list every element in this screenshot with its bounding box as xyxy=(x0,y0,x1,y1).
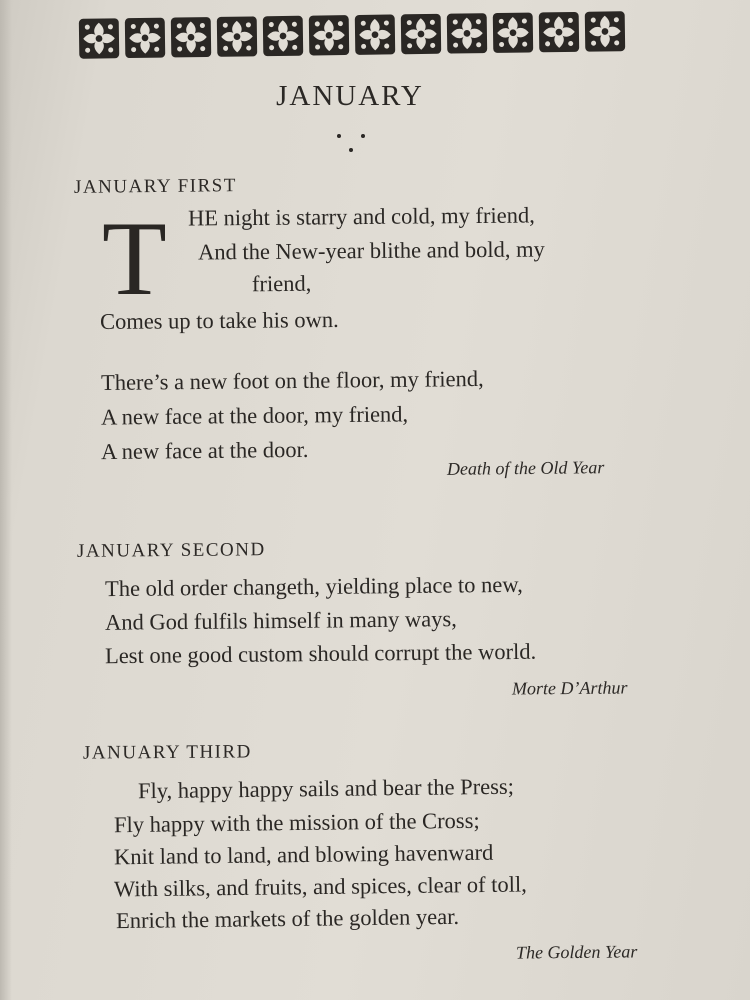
floral-fleuron-icon xyxy=(538,10,581,55)
verse-line: friend, xyxy=(251,270,312,297)
verse-line: A new face at the door. xyxy=(100,436,309,465)
verse-line: Fly happy with the mission of the Cross; xyxy=(113,807,480,838)
source-citation: Morte D’Arthur xyxy=(511,677,628,699)
verse-line: A new face at the door, my friend, xyxy=(100,401,409,430)
drop-cap-letter: T xyxy=(102,200,167,317)
floral-fleuron-icon xyxy=(584,9,627,54)
verse-line: There’s a new foot on the floor, my friend, xyxy=(100,365,484,396)
verse-line: HE night is starry and cold, my friend, xyxy=(187,202,535,231)
verse-line: Fly, happy happy sails and bear the Press; xyxy=(137,773,515,804)
source-citation: The Golden Year xyxy=(515,941,638,963)
verse-line: Enrich the markets of the golden year. xyxy=(115,903,460,934)
floral-fleuron-icon xyxy=(446,11,489,56)
floral-fleuron-icon xyxy=(78,16,121,61)
page-gutter-shadow xyxy=(0,0,12,1000)
floral-fleuron-icon xyxy=(308,13,351,58)
verse-line: Knit land to land, and blowing havenward xyxy=(113,839,494,870)
floral-fleuron-icon xyxy=(262,14,305,59)
dot-icon xyxy=(337,134,341,138)
verse-line: And God fulfils himself in many ways, xyxy=(104,606,457,635)
floral-fleuron-icon xyxy=(216,14,259,59)
section-heading-january-third: JANUARY THIRD xyxy=(82,741,252,764)
verse-line: And the New-year blithe and bold, my xyxy=(197,236,545,265)
floral-fleuron-icon xyxy=(492,10,535,55)
dot-icon xyxy=(361,134,365,138)
verse-line: Comes up to take his own. xyxy=(99,306,339,335)
source-citation: Death of the Old Year xyxy=(446,457,605,479)
section-heading-january-first: JANUARY FIRST xyxy=(73,175,238,198)
floral-fleuron-icon xyxy=(124,16,167,61)
ornament-border xyxy=(78,0,627,70)
verse-line: Lest one good custom should corrupt the world. xyxy=(104,638,537,669)
section-heading-january-second: JANUARY SECOND xyxy=(76,539,266,562)
floral-fleuron-icon xyxy=(354,12,397,57)
floral-fleuron-icon xyxy=(170,15,213,60)
verse-line: With silks, and fruits, and spices, clear of toll, xyxy=(113,871,527,902)
dot-icon xyxy=(349,148,353,152)
page-title: JANUARY xyxy=(276,80,424,112)
title-dots-ornament xyxy=(333,128,373,158)
floral-fleuron-icon xyxy=(400,12,443,57)
verse-line: The old order changeth, yielding place to new, xyxy=(104,571,523,602)
